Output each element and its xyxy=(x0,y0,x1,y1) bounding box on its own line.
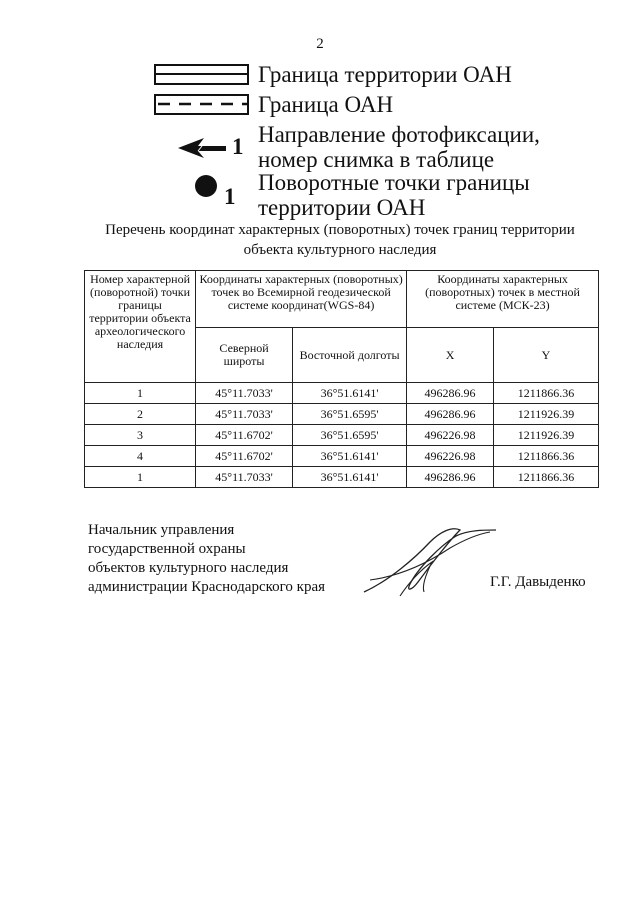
col-east-header: Восточной долготы xyxy=(293,328,407,383)
group-msk-header: Координаты характерных (поворотных) точек в местной системе (МСК-23) xyxy=(407,271,599,328)
col-y-header: Y xyxy=(493,328,598,383)
dashed-line-symbol-icon xyxy=(154,94,250,116)
table-row: 1 45°11.7033' 36°51.6141' 496286.96 1211866.36 xyxy=(85,467,599,488)
group-wgs-header: Координаты характерных (поворотных) точек во Всемирной геодезической системе координат(WGS-84) xyxy=(196,271,407,328)
double-line-symbol-icon xyxy=(154,64,250,86)
legend-label-territory-boundary: Граница территории ОАН xyxy=(258,62,512,87)
signatory-name: Г.Г. Давыденко xyxy=(490,574,586,590)
col-x-header: X xyxy=(407,328,494,383)
col-point-number-header: Номер характерной (поворотной) точки границы территории объекта археологического наследия xyxy=(85,271,196,383)
coordinates-table xyxy=(84,270,599,488)
turning-point-dot-icon xyxy=(194,174,218,198)
handwritten-signature-icon xyxy=(360,520,500,600)
legend-arrow-number: 1 xyxy=(232,134,244,159)
table-row: 3 45°11.6702' 36°51.6595' 496226.98 1211926.39 xyxy=(85,425,599,446)
page-number: 2 xyxy=(316,36,324,52)
photo-direction-arrow-icon xyxy=(176,134,232,162)
legend-label-oan-boundary: Граница ОАН xyxy=(258,92,394,117)
table-caption: Перечень координат характерных (поворотных) точек границ территории объекта культурного наследия xyxy=(105,222,575,258)
signatory-title: Начальник управления государственной охраны объектов культурного наследия администрации Краснодарского края xyxy=(88,522,326,595)
legend-label-turning-points: Поворотные точки границы территории ОАН xyxy=(258,170,530,220)
col-north-header: Северной широты xyxy=(196,328,293,383)
legend-dot-number: 1 xyxy=(224,184,236,209)
table-row: 2 45°11.7033' 36°51.6595' 496286.96 1211926.39 xyxy=(85,404,599,425)
table-row: 4 45°11.6702' 36°51.6141' 496226.98 1211866.36 xyxy=(85,446,599,467)
table-row: 1 45°11.7033' 36°51.6141' 496286.96 1211866.36 xyxy=(85,383,599,404)
legend-label-photo-direction: Направление фотофиксации, номер снимка в таблице xyxy=(258,122,540,172)
